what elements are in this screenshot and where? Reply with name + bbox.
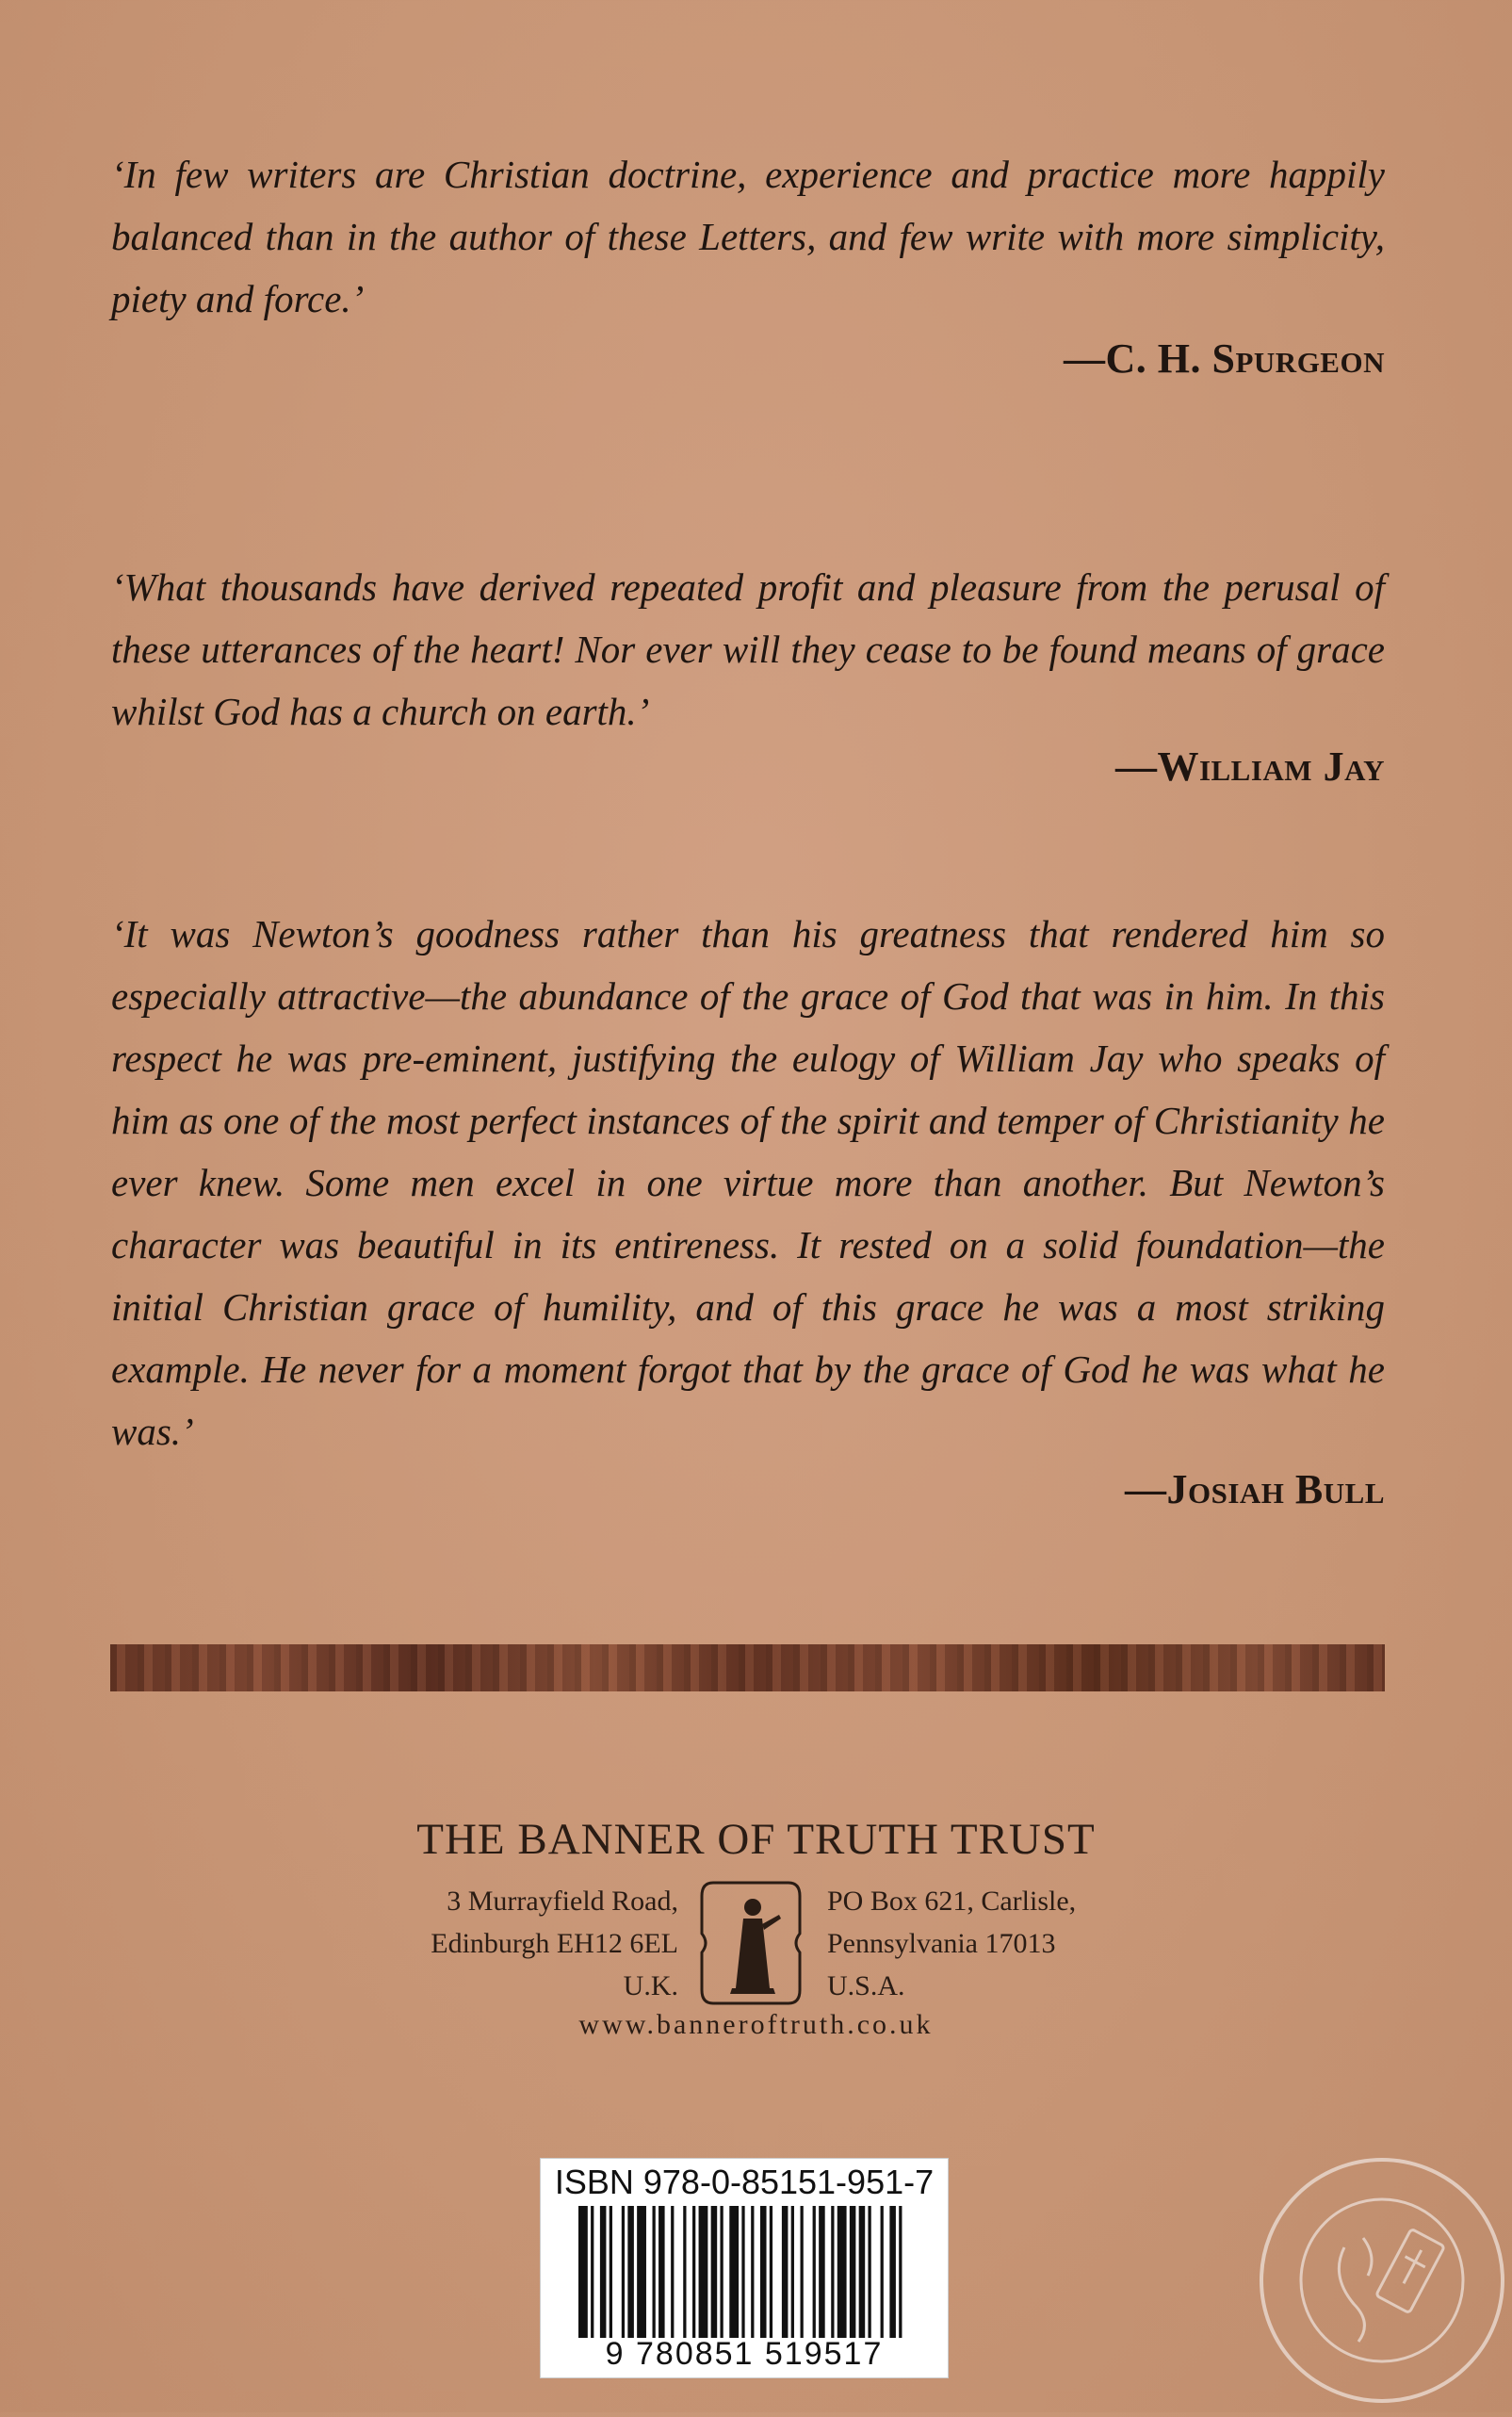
book-cross-stamp-icon: [1245, 2144, 1512, 2417]
barcode-bar: [831, 2206, 834, 2338]
address-us-line: Pennsylvania 17013: [827, 1928, 1056, 1959]
publisher-name: THE BANNER OF TRUTH TRUST: [416, 1815, 1096, 1864]
barcode-bar: [610, 2206, 612, 2338]
decorative-divider: [110, 1644, 1385, 1691]
barcode-bar: [683, 2206, 686, 2338]
quote-bull: ‘It was Newton’s goodness rather than his greatness that rendered him so especially attractive—the abundance of the grace of God that was in him. In this respect he was pre-eminent, justifying the eulogy of William Jay who speaks of him as one of the most perfect instances of the spirit and temper of Christianity he ever knew. Some men excel in one virtue more than another. But Newton’s character was beautiful in its entireness. It rested on a solid foundation—the initial Christian grace of humility, and of this grace he was a most striking example. He never for a moment forgot that by the grace of God he was what he was.’: [111, 912, 1385, 1453]
barcode-bar: [692, 2206, 695, 2338]
address-us: [827, 1880, 1076, 2007]
barcode-label: [540, 2158, 949, 2378]
barcode-bar: [889, 2206, 896, 2338]
barcode-bar: [729, 2206, 739, 2338]
isbn-text: ISBN 978-0-85151-951-7: [554, 2163, 935, 2201]
address-uk-line: Edinburgh EH12 6EL: [431, 1928, 678, 1959]
barcode-bar: [850, 2206, 856, 2338]
barcode-bar: [859, 2206, 866, 2338]
preacher-figure-logo-icon: [694, 1877, 807, 2009]
barcode-bar: [658, 2206, 665, 2338]
barcode-bar: [591, 2206, 593, 2338]
barcode-bar: [770, 2206, 772, 2338]
barcode-bar: [760, 2206, 767, 2338]
barcode-bar: [837, 2206, 847, 2338]
address-uk: [431, 1880, 678, 2007]
barcode-bar: [637, 2206, 646, 2338]
quote-jay: ‘What thousands have derived repeated profit and pleasure from the perusal of these utterances of the heart! Nor ever will they cease to be found means of grace whilst God has a church on earth.’: [111, 565, 1385, 733]
barcode-bar: [751, 2206, 754, 2338]
barcode-bar: [801, 2206, 804, 2338]
attribution-spurgeon: —C. H. Spurgeon: [1064, 335, 1385, 382]
barcode-bar: [791, 2206, 794, 2338]
barcode-bar: [782, 2206, 789, 2338]
address-uk-line: 3 Murrayfield Road,: [447, 1886, 678, 1917]
publisher-website: www.banneroftruth.co.uk: [578, 2009, 934, 2040]
attribution-bull: —Josiah Bull: [1124, 1466, 1385, 1512]
barcode-bar: [578, 2206, 588, 2338]
barcode-bar: [653, 2206, 656, 2338]
barcode-bar: [622, 2206, 625, 2338]
address-uk-line: U.K.: [623, 1970, 678, 2001]
barcode-bar: [711, 2206, 718, 2338]
barcode-bar: [819, 2206, 825, 2338]
barcode-bar: [899, 2206, 902, 2338]
barcode-bar: [741, 2206, 744, 2338]
barcode-bar: [813, 2206, 816, 2338]
barcode-bar: [868, 2206, 870, 2338]
barcode-bar: [720, 2206, 723, 2338]
barcode-digits: 9 780851 519517: [605, 2336, 884, 2372]
barcode-bar: [881, 2206, 884, 2338]
attribution-jay: —William Jay: [1114, 743, 1385, 790]
address-us-line: PO Box 621, Carlisle,: [827, 1886, 1077, 1917]
barcode-bar: [600, 2206, 607, 2338]
quote-spurgeon: ‘In few writers are Christian doctrine, experience and practice more happily balanced than in the author of these Letters, and few write with more simplicity, piety and force.’: [111, 153, 1385, 320]
barcode-bar: [671, 2206, 674, 2338]
address-us-line: U.S.A.: [827, 1970, 905, 2001]
barcode-bar: [627, 2206, 634, 2338]
barcode-bar: [699, 2206, 708, 2338]
barcode-bars: [578, 2206, 908, 2338]
